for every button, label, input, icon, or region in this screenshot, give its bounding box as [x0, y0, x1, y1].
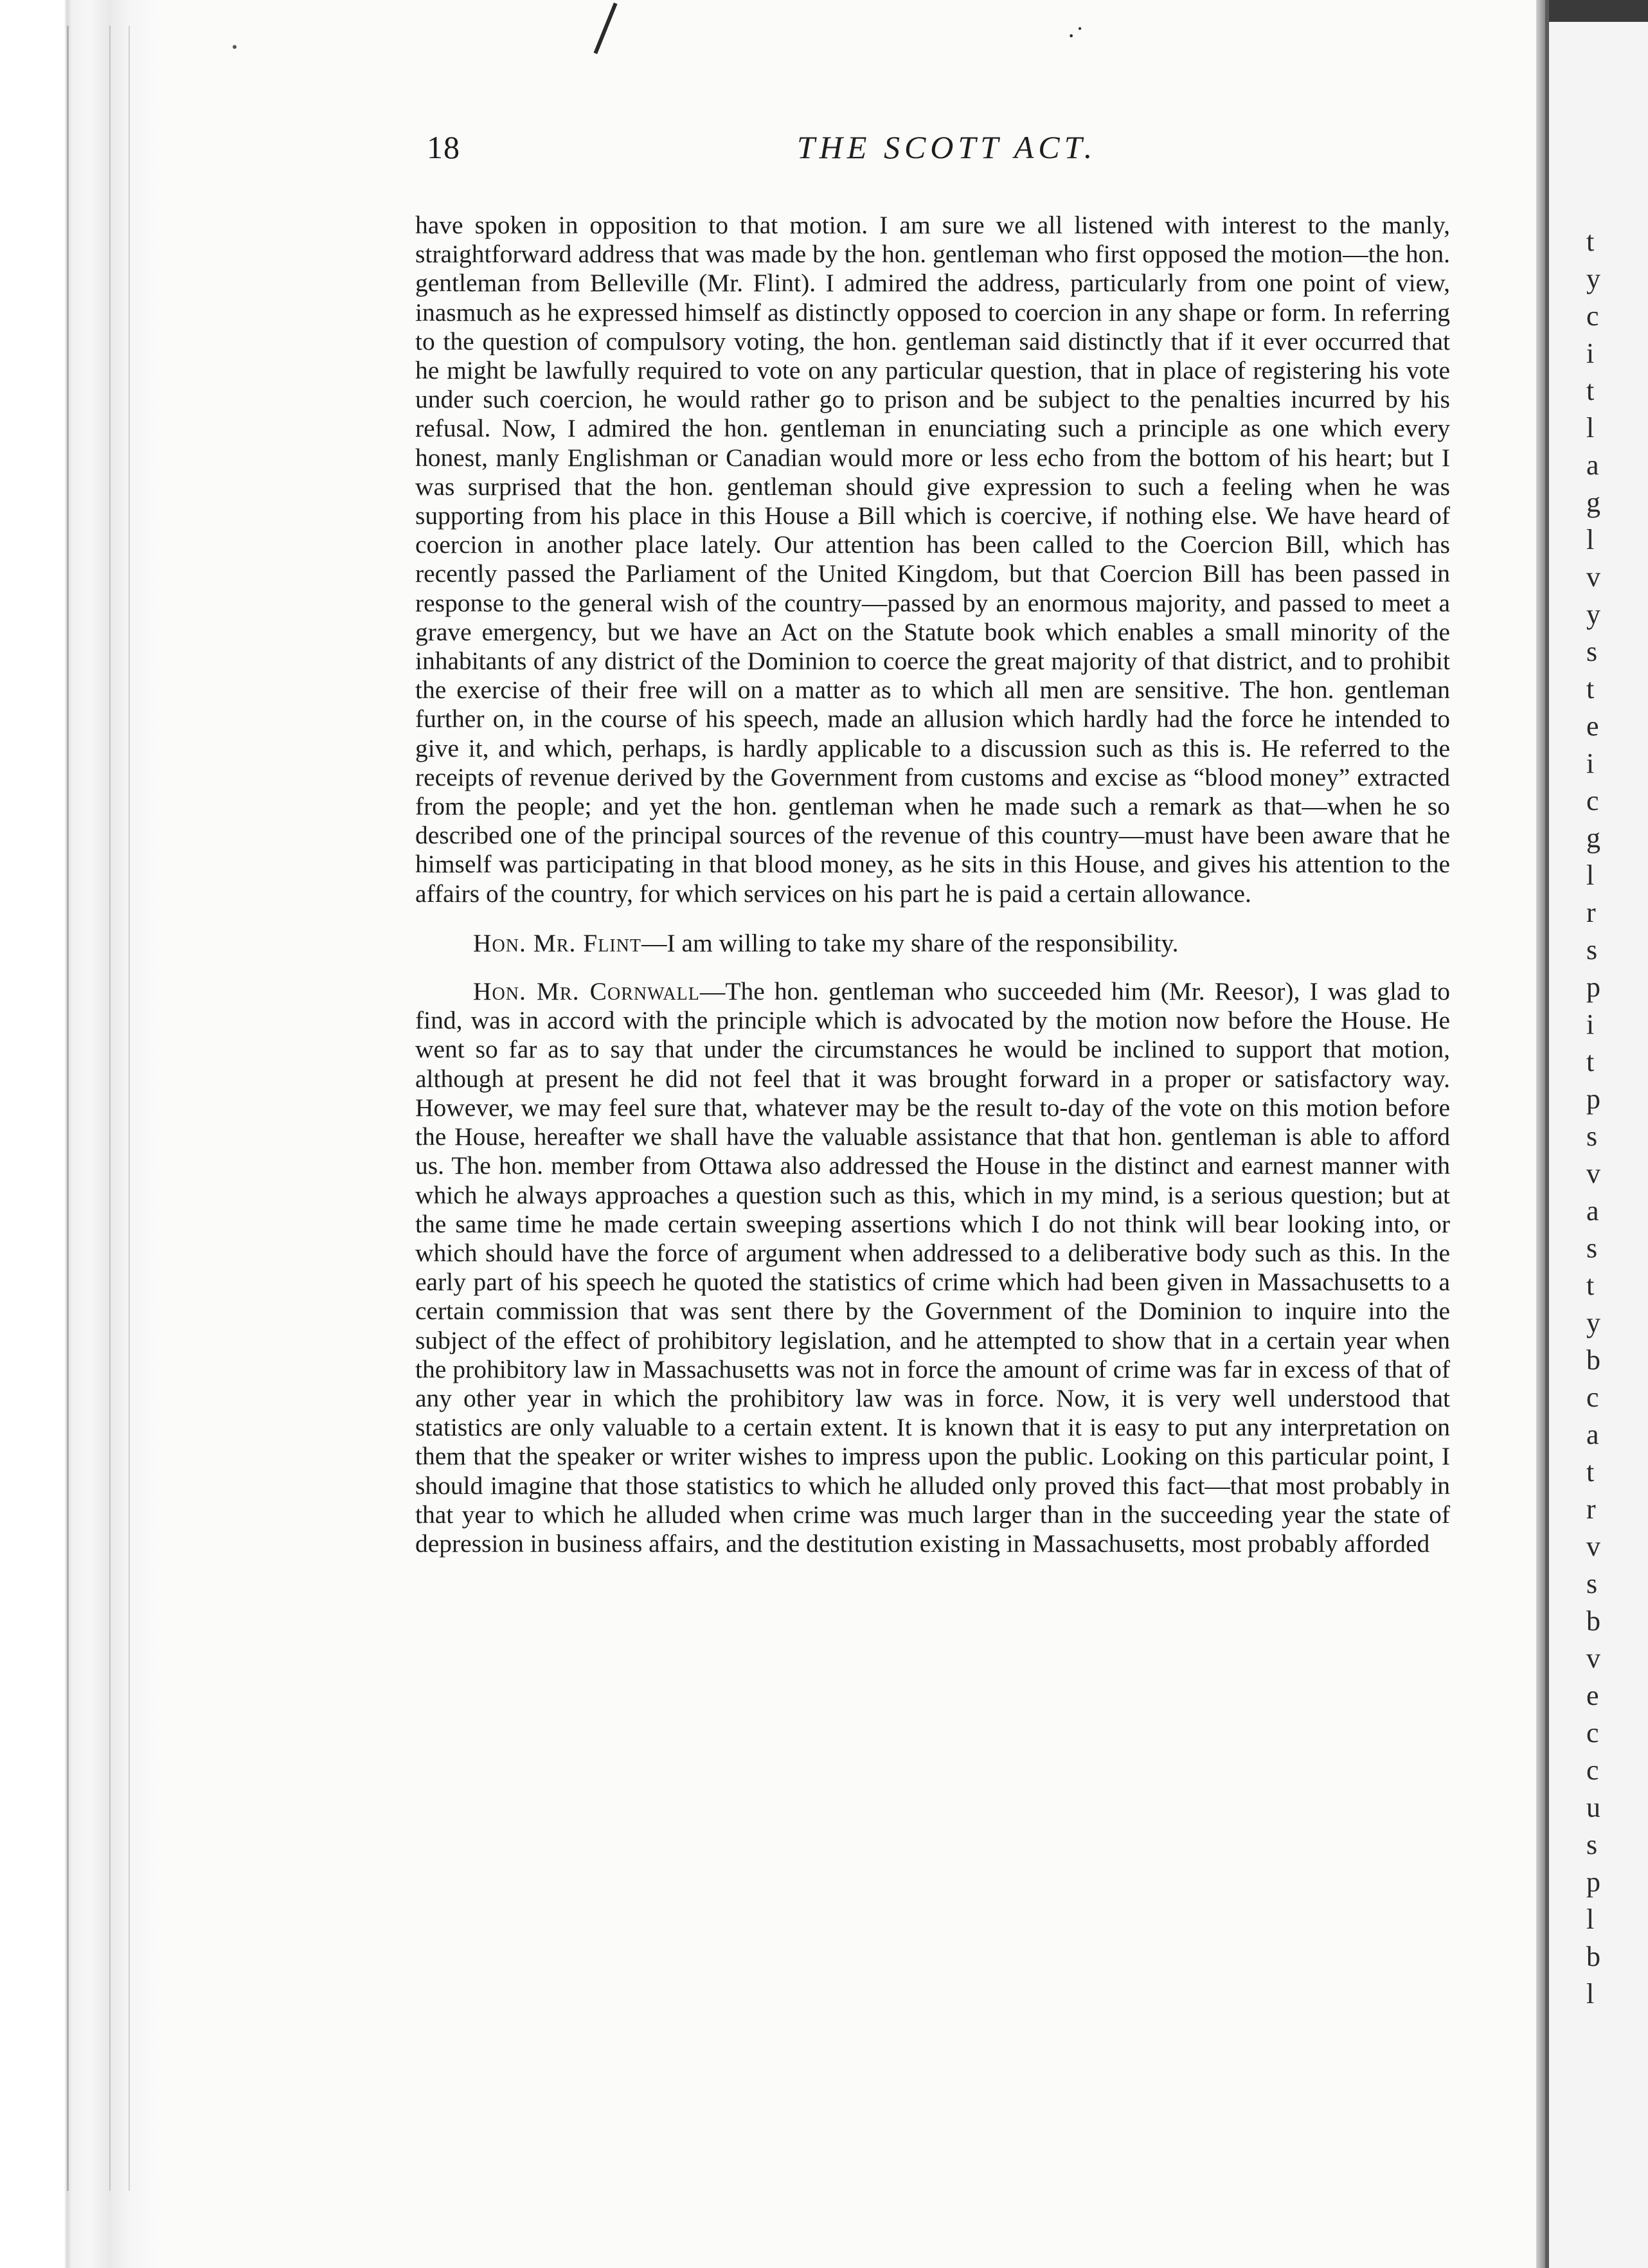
page-number: 18 — [427, 129, 460, 165]
facing-page-letter: s — [1586, 1120, 1598, 1152]
left-binding-edge — [0, 0, 161, 2268]
facing-page-letter: i — [1586, 748, 1595, 779]
facing-page-letter: s — [1586, 636, 1598, 667]
facing-page-letter: i — [1586, 338, 1595, 369]
facing-page-letter: l — [1586, 860, 1595, 891]
facing-page-letter: y — [1586, 1307, 1600, 1338]
speaker-name: Hon. Mr. Cornwall — [473, 977, 700, 1006]
page-gutter-shadow — [1536, 0, 1545, 2268]
facing-page-letter: t — [1586, 226, 1595, 257]
facing-page-letter: c — [1586, 1754, 1599, 1786]
facing-page-letter: t — [1586, 375, 1595, 406]
facing-page-letter: b — [1586, 1941, 1600, 1972]
facing-page-letter: l — [1586, 1904, 1595, 1935]
facing-page-letter: v — [1586, 1643, 1600, 1674]
facing-page-letter: e — [1586, 710, 1599, 742]
facing-page-letter: s — [1586, 1232, 1598, 1264]
binding-rule — [129, 26, 130, 2191]
facing-page-letter: r — [1586, 1493, 1596, 1525]
facing-page-letter: a — [1586, 1419, 1599, 1450]
facing-page-letter: p — [1586, 1866, 1600, 1898]
facing-page-letter: c — [1586, 785, 1599, 816]
body-text — [415, 211, 1450, 1558]
facing-page-letter: s — [1586, 934, 1598, 966]
facing-page-letter: l — [1586, 1978, 1595, 2010]
facing-page-letter: p — [1586, 971, 1600, 1003]
facing-page-rule — [1545, 0, 1549, 2268]
speech-text: —I am willing to take my share of the responsibility. — [641, 928, 1179, 957]
paragraph-cornwall — [415, 977, 1450, 1558]
speech-text: —The hon. gentleman who succeeded him (Mr. Reesor), I was glad to find, was in accord with the principle which is advocated by the motion now before the House. He went so far as to say that under the circumstances he would be inclined to support that motion, although at present he did not feel that it was brought forward in a proper or satisfactory way. However, we may feel sure that, whatever may be the result to-day of the vote on this motion before the House, hereafter we shall have the valuable assistance that that hon. gentleman is able to afford us. The hon. member from Ottawa also addressed the House in the distinct and earnest manner with which he always approaches a question such as this, which in my mind, is a serious question; but at the same time he made certain sweeping assertions which I do not think will bear looking into, or which should have the force of argument when addressed to a deliberative body such as this. In the early part of his speech he quoted the statistics of crime which had been given in Massachusetts to a certain commission that was sent there by the Government of the Dominion to inquire into the subject of the effect of prohibitory legislation, and he attempted to show that in a certain year when the prohibitory law in Massachusetts was not in force the amount of crime was far in excess of that of any other year in which the prohibitory law was in force. Now, it is very well understood that statistics are only valuable to a certain extent. It is known that it is easy to put any interpretation on them that the speaker or writer wishes to impress upon the public. Looking on this particular point, I should imagine that those statistics to which he alluded only proved this fact—that most probably in that year to which he alluded when crime was much larger than in the succeeding year the state of depression in business affairs, and the destitution existing in Massachusetts, most probably afforded — [415, 977, 1450, 1558]
facing-page-letter: e — [1586, 1680, 1599, 1711]
facing-page-letter: p — [1586, 1083, 1600, 1115]
facing-page-letter: i — [1586, 1009, 1595, 1040]
facing-page-letter: u — [1586, 1792, 1600, 1823]
facing-page-letter: s — [1586, 1829, 1598, 1860]
facing-page-letter: y — [1586, 263, 1600, 294]
facing-page-letter: c — [1586, 300, 1599, 332]
facing-page-letter: g — [1586, 487, 1600, 518]
facing-page-letter: r — [1586, 897, 1596, 928]
facing-page-letter: l — [1586, 524, 1595, 555]
paragraph-flint — [415, 929, 1450, 958]
paragraph: have spoken in opposition to that motion. I am sure we all listened with interest to the manly, straightforward address that was made by the hon. gentleman who first opposed the motion—the hon. gentleman from Belleville (Mr. Flint). I admired the address, particularly from one point of view, inasmuch as he expressed himself as distinctly opposed to coercion in any shape or form. In referring to the question of compulsory voting, the hon. gentleman said distinctly that if it ever occurred that he might be lawfully required to vote on any particular question, that in place of registering his vote under such coercion, he would rather go to prison and be subject to the penalties incurred by his refusal. Now, I admired the hon. gentleman in enunciating such a principle as one which every honest, manly Englishman or Canadian would more or less echo from the bottom of his heart; but I was surprised that the hon. gentleman should give expression to such a feeling when he was supporting from his place in this House a Bill which is coercive, if nothing else. We have heard of coercion in another place lately. Our attention has been called to the Coercion Bill, which has recently passed the Parliament of the United Kingdom, but that Coercion Bill has been passed in response to the general wish of the country—passed by an enormous majority, and passed to meet a grave emergency, but we have an Act on the Statute book which enables a small minority of the inhabitants of any district of the Dominion to coerce the great majority of that district, and to prohibit the exercise of their free will on a matter as to which all men are sensitive. The hon. gentleman further on, in the course of his speech, made an allusion which hardly had the force he intended to give it, and which, perhaps, is hardly applicable to a discussion such as this is. He referred to the receipts of revenue derived by the Government from customs and excise as “blood money” extracted from the people; and yet the hon. gentleman when he made such a remark as that—when he so described one of the principal sources of the revenue of this country—must have been aware that he himself was participating in that blood money, as he sits in this House, and gives his attention to the affairs of the country, for which services on his part he is paid a certain allowance. — [415, 211, 1450, 908]
speaker-name: Hon. Mr. Flint — [473, 928, 641, 957]
facing-page-letter: s — [1586, 1568, 1598, 1599]
facing-page-letter: c — [1586, 1717, 1599, 1749]
facing-page-letter: a — [1586, 1195, 1599, 1227]
facing-page-letter: v — [1586, 561, 1600, 593]
facing-page-letter: y — [1586, 598, 1600, 630]
facing-page-shadow — [1549, 0, 1648, 22]
ink-specks: ·˙ — [1067, 21, 1084, 50]
facing-page-sliver — [1545, 0, 1648, 2268]
binding-rule — [67, 26, 69, 2191]
facing-page-letter: t — [1586, 1046, 1595, 1077]
facing-page-letter: v — [1586, 1531, 1600, 1562]
facing-page-letter: g — [1586, 822, 1600, 854]
facing-page-letter: t — [1586, 1270, 1595, 1301]
binding-rule — [109, 26, 111, 2191]
facing-page-letter: v — [1586, 1158, 1600, 1189]
facing-page-letter: l — [1586, 412, 1595, 444]
running-head: THE SCOTT ACT. — [797, 129, 1097, 165]
facing-page-letter: t — [1586, 1456, 1595, 1488]
facing-page-letter: b — [1586, 1344, 1600, 1376]
facing-page-letter: t — [1586, 673, 1595, 705]
ink-speck — [233, 45, 237, 49]
facing-page-letter: b — [1586, 1605, 1600, 1637]
facing-page-letter: a — [1586, 449, 1599, 481]
facing-page-letter: c — [1586, 1382, 1599, 1413]
